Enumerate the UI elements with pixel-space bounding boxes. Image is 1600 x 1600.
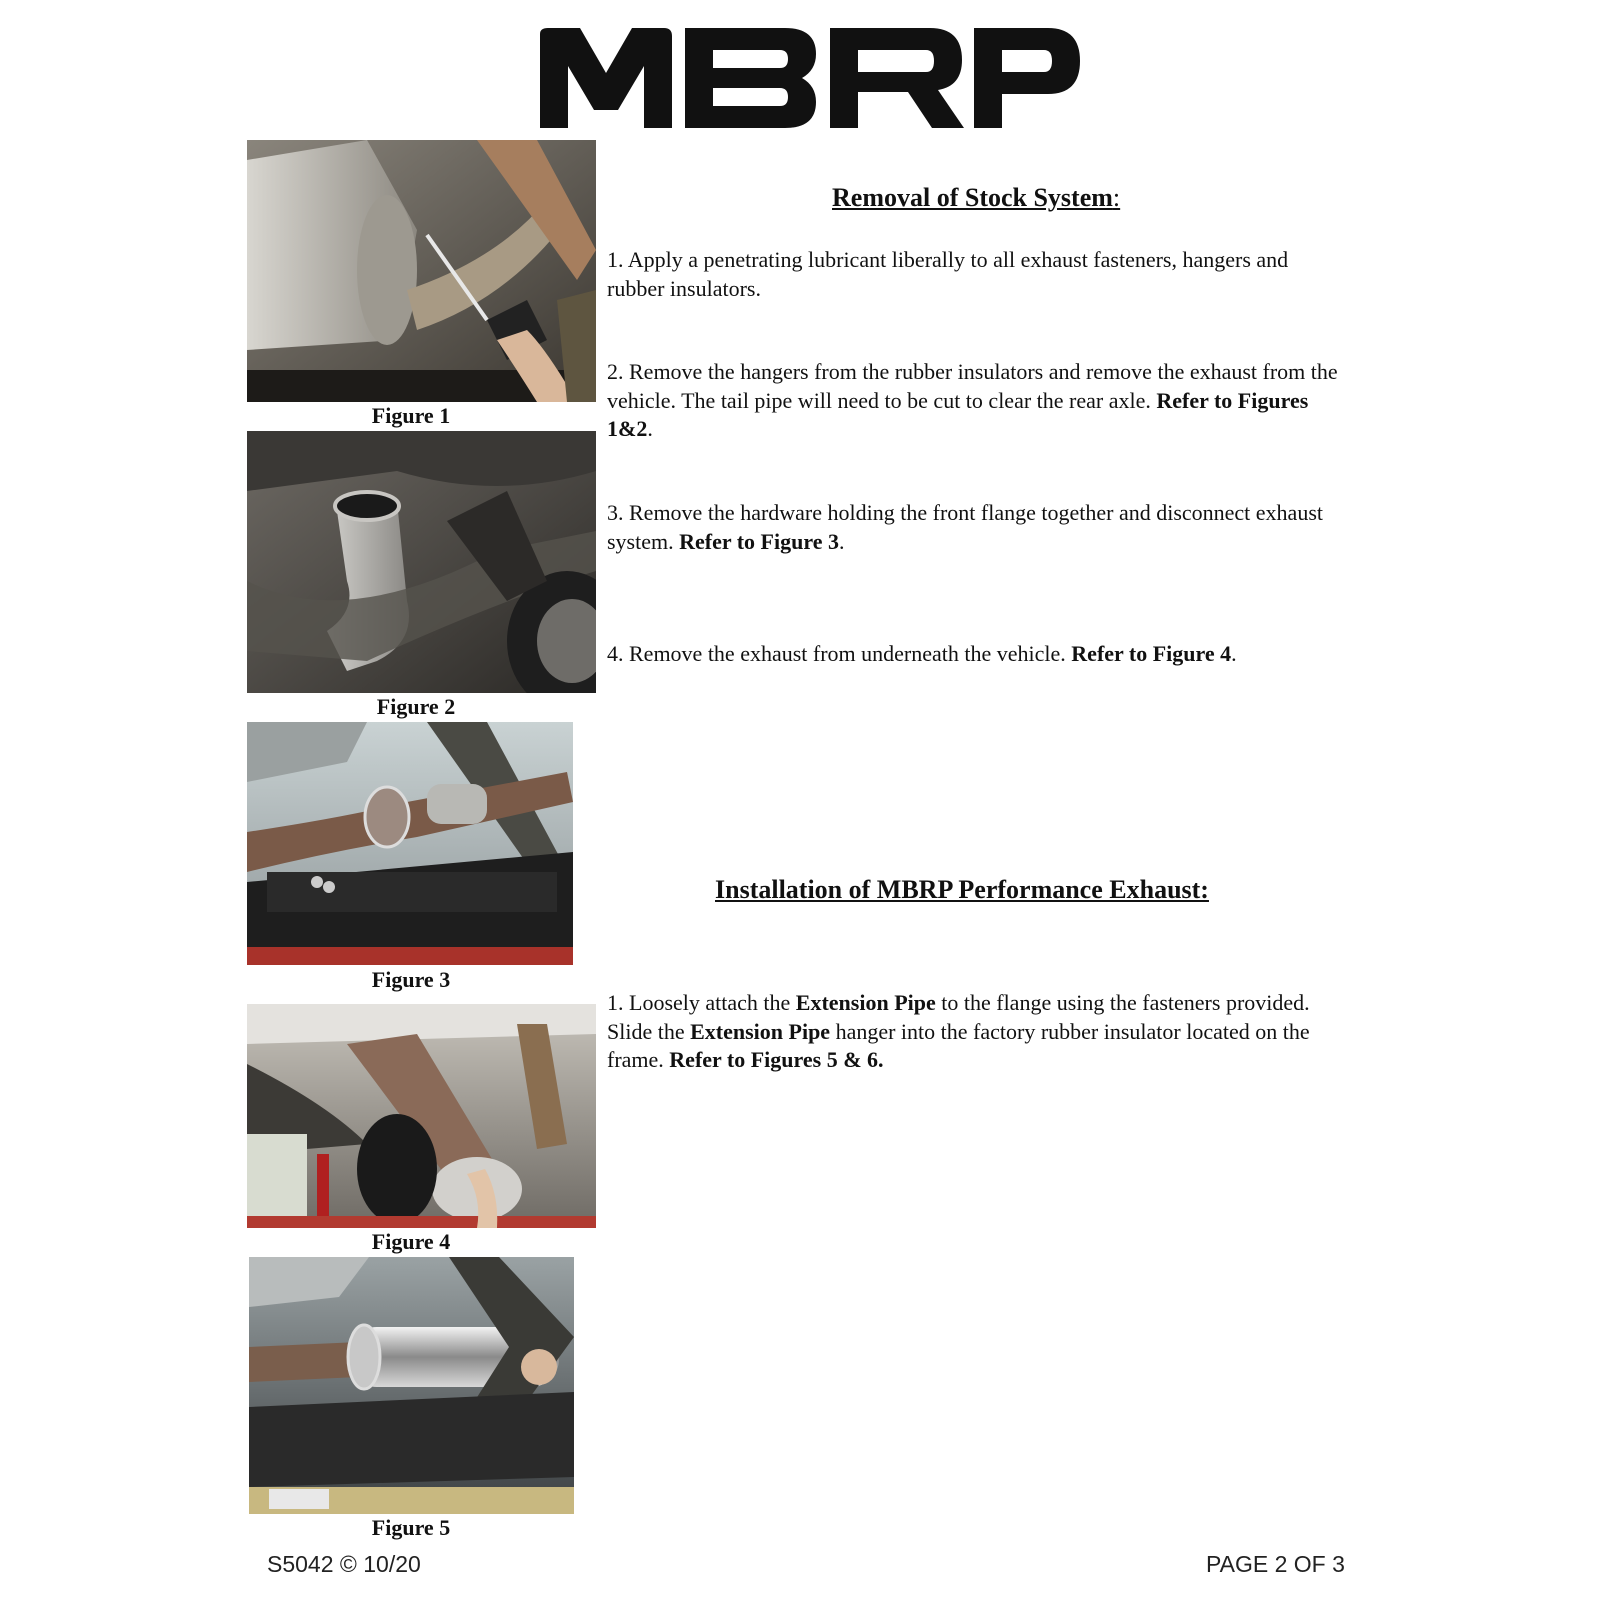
figure-5-caption: Figure 5 [371,1515,451,1540]
figure-2-caption: Figure 2 [376,694,456,719]
figure-3-photo [247,722,573,965]
removal-step-4: 4. Remove the exhaust from underneath the vehicle. Refer to Figure 4. [607,641,1237,666]
removal-step-2: 2. Remove the hangers from the rubber insulators and remove the exhaust from the vehicle. The tail pipe will need to be cut to clear the rear axle. Refer to Figures 1&2. [607,359,1338,441]
figure-1-photo [247,140,596,402]
mbrp-logo [540,28,1080,128]
figure-4-caption: Figure 4 [371,1229,451,1254]
figure-5-photo [249,1257,574,1514]
figure-2-photo [247,431,596,693]
installation-step-1: 1. Loosely attach the Extension Pipe to the flange using the fasteners provided. Slide the Extension Pipe hanger into the factory rubber insulator located on the frame. Refer to Figures 5 & 6. [607,990,1310,1072]
removal-step-1: 1. Apply a penetrating lubricant liberally to all exhaust fasteners, hangers and rubber insulators. [607,247,1289,301]
footer-doc-code: S5042 © 10/20 [267,1551,421,1577]
figure-4-photo [247,1004,596,1228]
installation-heading: Installation of MBRP Performance Exhaust: [715,875,1209,904]
removal-heading: Removal of Stock System: [832,183,1121,212]
figure-3-caption: Figure 3 [371,967,451,992]
footer-page-number: PAGE 2 OF 3 [1206,1551,1345,1577]
removal-step-3: 3. Remove the hardware holding the front flange together and disconnect exhaust system. Refer to Figure 3. [607,500,1323,554]
figure-1-caption: Figure 1 [371,403,451,428]
